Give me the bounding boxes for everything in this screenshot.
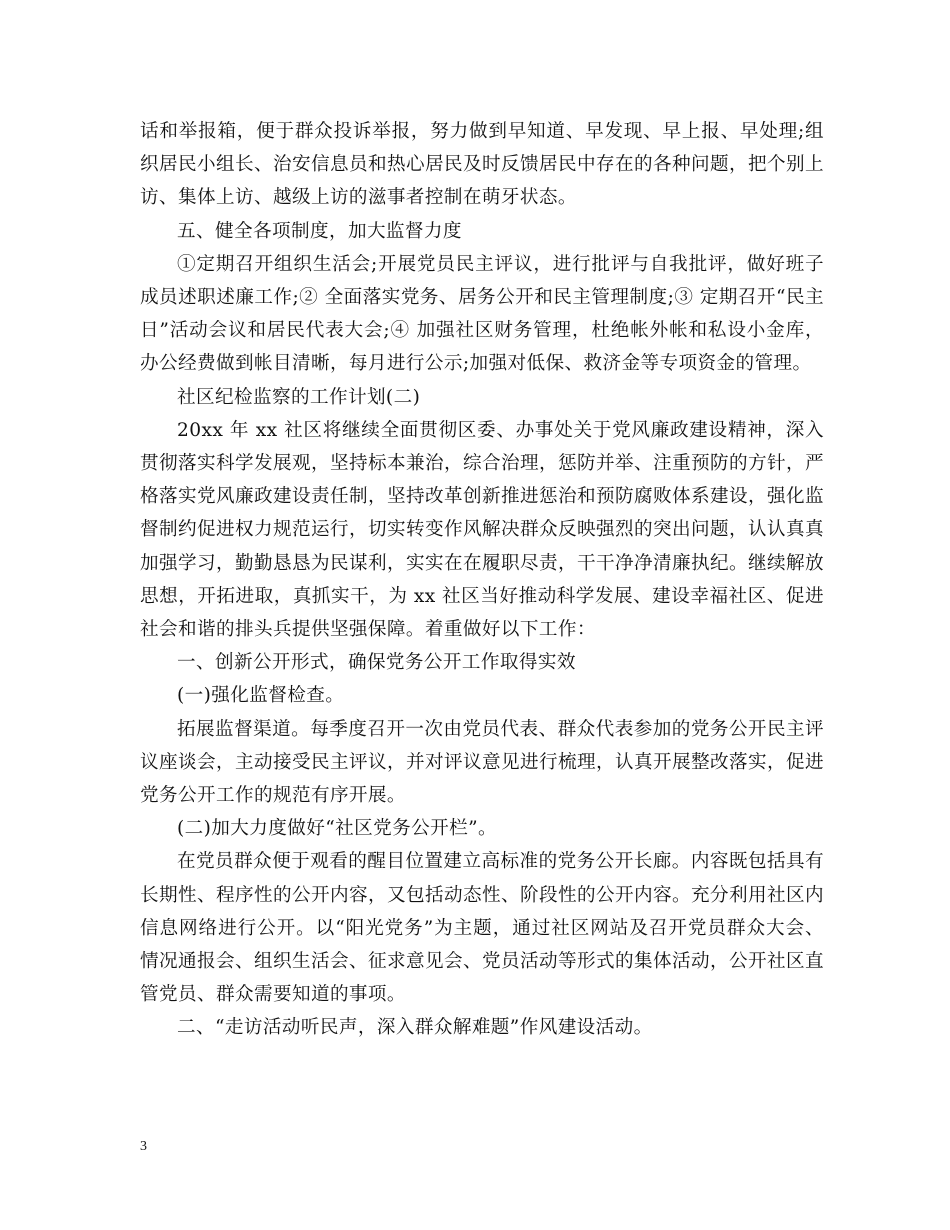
- section-heading-2: 二、“走访活动听民声，深入群众解难题”作风建设活动。: [177, 1017, 653, 1039]
- plan-title-2: 社区纪检监察的工作计划(二): [177, 386, 421, 408]
- paragraph-system-list: ①定期召开组织生活会;开展党员民主评议，进行批评与自我批评，做好班子成员述职述廉工作;② 全面落实党务、居务公开和民主管理制度;③ 定期召开“民主日”活动会议和居民代表大会;④ 加强社区财务管理，杜绝帐外帐和私设小金库，办公经费做到帐目清晰，每月进行公示;加强对低保、救济金等专项资金的管理。: [140, 253, 824, 375]
- subheading-2: (二)加大力度做好“社区党务公开栏”。: [177, 818, 498, 840]
- paragraph-supervision: 拓展监督渠道。每季度召开一次由党员代表、群众代表参加的党务公开民主评议座谈会，主动接受民主评议，并对评议意见进行梳理，认真开展整改落实，促进党务公开工作的规范有序开展。: [140, 718, 824, 807]
- document-body: [140, 115, 824, 1045]
- paragraph-publicity: 在党员群众便于观看的醒目位置建立高标准的党务公开长廊。内容既包括具有长期性、程序性的公开内容，又包括动态性、阶段性的公开内容。充分利用社区内信息网络进行公开。以“阳光党务”为主题，通过社区网站及召开党员群众大会、情况通报会、组织生活会、征求意见会、党员活动等形式的集体活动，公开社区直管党员、群众需要知道的事项。: [140, 851, 824, 1006]
- paragraph-intro: 20xx 年 xx 社区将继续全面贯彻区委、办事处关于党风廉政建设精神，深入贯彻落实科学发展观，坚持标本兼治，综合治理，惩防并举、注重预防的方针，严格落实党风廉政建设责任制，坚持改革创新推进惩治和预防腐败体系建设，强化监督制约促进权力规范运行，切实转变作风解决群众反映强烈的突出问题，认认真真加强学习，勤勤恳恳为民谋利，实实在在履职尽责，干干净净清廉执纪。继续解放思想，开拓进取，真抓实干，为 xx 社区当好推动科学发展、建设幸福社区、促进社会和谐的排头兵提供坚强保障。着重做好以下工作：: [140, 419, 824, 641]
- paragraph-continuation: 话和举报箱，便于群众投诉举报，努力做到早知道、早发现、早上报、早处理;组织居民小组长、治安信息员和热心居民及时反馈居民中存在的各种问题，把个别上访、集体上访、越级上访的滋事者控制在萌牙状态。: [140, 121, 824, 209]
- section-heading-1: 一、创新公开形式，确保党务公开工作取得实效: [177, 652, 576, 674]
- section-heading-5: 五、健全各项制度，加大监督力度: [177, 220, 462, 242]
- page-number: 3: [140, 1139, 147, 1154]
- subheading-1: (一)强化监督检查。: [177, 685, 345, 707]
